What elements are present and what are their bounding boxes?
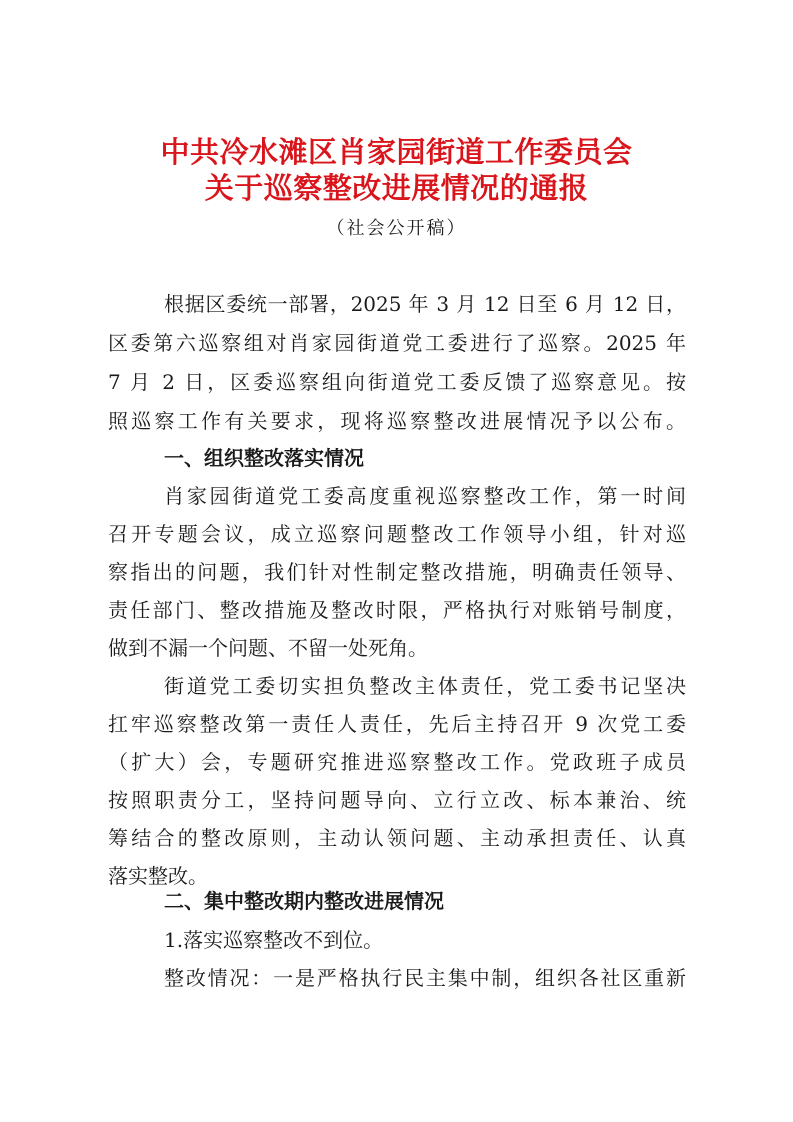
paragraph-2-line: 做到不漏一个问题、不留一处死角。	[108, 636, 428, 660]
paragraph-3-line: 筹结合的整改原则，主动认领问题、主动承担责任、认真	[108, 826, 686, 850]
paragraph-1-line: 7 月 2 日，区委巡察组向街道党工委反馈了巡察意见。按	[108, 370, 686, 394]
paragraph-2-line: 察指出的问题，我们针对性制定整改措施，明确责任领导、	[108, 560, 686, 584]
paragraph-2-line: 责任部门、整改措施及整改时限，严格执行对账销号制度，	[108, 598, 686, 622]
paragraph-1-line: 根据区委统一部署，2025 年 3 月 12 日至 6 月 12 日，	[164, 292, 686, 316]
paragraph-1-line: 照巡察工作有关要求，现将巡察整改进展情况予以公布。	[108, 409, 686, 433]
paragraph-4-line: 整改情况：一是严格执行民主集中制，组织各社区重新	[164, 966, 686, 990]
paragraph-3-line: （扩大）会，专题研究推进巡察整改工作。党政班子成员	[108, 750, 686, 774]
document-title-line-1: 中共冷水滩区肖家园街道工作委员会	[160, 135, 633, 169]
list-item-1: 1.落实巡察整改不到位。	[164, 928, 384, 952]
paragraph-3-line: 落实整改。	[108, 864, 208, 888]
section-heading-1: 一、组织整改落实情况	[164, 446, 364, 470]
document-subtitle: （社会公开稿）	[326, 218, 467, 239]
paragraph-3-line: 按照职责分工，坚持问题导向、立行立改、标本兼治、统	[108, 788, 686, 812]
paragraph-2-line: 肖家园街道党工委高度重视巡察整改工作，第一时间	[164, 484, 686, 508]
paragraph-2-line: 召开专题会议，成立巡察问题整改工作领导小组，针对巡	[108, 522, 686, 546]
paragraph-3-line: 扛牢巡察整改第一责任人责任，先后主持召开 9 次党工委	[108, 712, 686, 736]
paragraph-3-line: 街道党工委切实担负整改主体责任，党工委书记坚决	[164, 674, 686, 698]
document-title-line-2: 关于巡察整改进展情况的通报	[204, 171, 589, 205]
section-heading-2: 二、集中整改期内整改进展情况	[164, 889, 444, 913]
paragraph-1-line: 区委第六巡察组对肖家园街道党工委进行了巡察。2025 年	[108, 331, 686, 355]
